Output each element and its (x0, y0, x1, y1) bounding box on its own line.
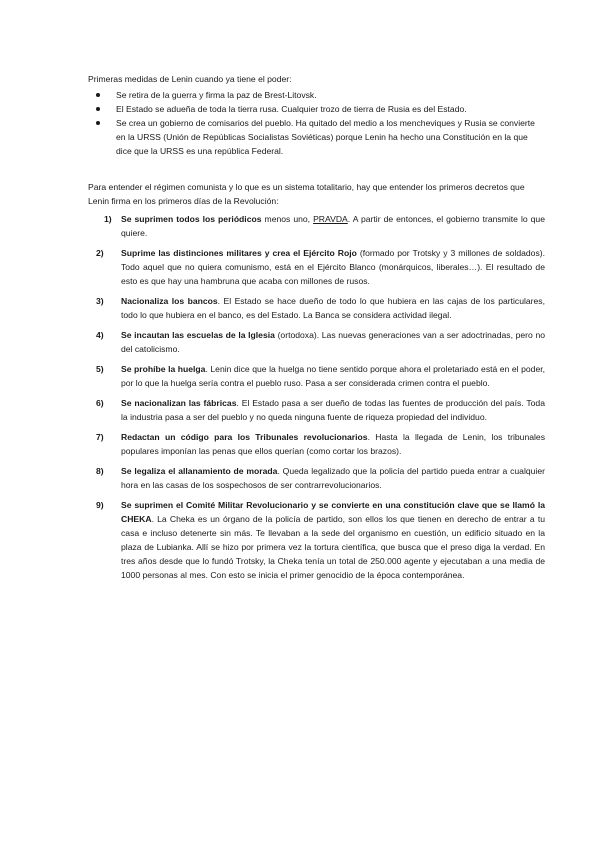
decree-item: 6) Se nacionalizan las fábricas. El Estado pasa a ser dueño de todas las fuentes de producción del país. Toda la industria pasa a ser del pueblo y no queda ninguna fuente de riqueza propiedad del individuo. (96, 398, 545, 422)
decree-item: 1) Se suprimen todos los periódicos menos uno, PRAVDA. A partir de entonces, el gobierno transmite lo que quiere. (104, 214, 545, 238)
bullet-dot-icon (96, 107, 100, 111)
decrees-list (88, 212, 545, 582)
first-measures-list (88, 88, 545, 158)
decree-item: 4) Se incautan las escuelas de la Iglesia (ortodoxa). Las nuevas generaciones van a ser adoctrinadas, pero no del catolicismo. (96, 330, 545, 354)
decree-item: 7) Redactan un código para los Tribunales revolucionarios. Hasta la llegada de Lenin, los tribunales populares imponían las penas que ellos querían (como cortar los brazos). (96, 432, 545, 456)
bullet-item: Se crea un gobierno de comisarios del pueblo. Ha quitado del medio a los mencheviques y Rusia se convierte en la URSS (Unión de Repúblicas Socialistas Soviéticas) porque Lenin ha hecho una Constitución en la que dice que la URSS es una república Federal. (88, 116, 545, 158)
decree-item: 2) Suprime las distinciones militares y crea el Ejército Rojo (formado por Trotsky y 3 millones de soldados). Todo aquel que no quiera comunismo, está en el Ejército Blanco (monárquicos, liberales…). El resultado de esto es que hay una hambruna que acaba con millones de rusos. (96, 248, 545, 286)
bullet-item: El Estado se adueña de toda la tierra rusa. Cualquier trozo de tierra de Rusia es del Estado. (88, 102, 545, 116)
bullet-item: Se retira de la guerra y firma la paz de Brest-Litovsk. (88, 88, 545, 102)
bullet-dot-icon (96, 121, 100, 125)
decree-item: 5) Se prohíbe la huelga. Lenin dice que la huelga no tiene sentido porque ahora el proletariado está en el poder, por lo que la huelga sería contra el pueblo ruso. Pasa a ser considerada crimen contra el pueblo. (96, 364, 545, 388)
decree-item: 8) Se legaliza el allanamiento de morada. Queda legalizado que la policía del partido pueda entrar a cualquier hora en las casas de los sospechosos de ser contrarrevolucionarios. (96, 466, 545, 490)
bullet-dot-icon (96, 93, 100, 97)
intro-line: Primeras medidas de Lenin cuando ya tiene el poder: (88, 74, 292, 84)
decrees-intro-paragraph: Para entender el régimen comunista y lo que es un sistema totalitario, hay que entender los primeros decretos que Lenin firma en los primeros días de la Revolución: (88, 182, 525, 206)
decree-item: 3) Nacionaliza los bancos. El Estado se hace dueño de todo lo que hubiera en las cajas de los particulares, todo lo que hubiera en el banco, es del Estado. La Banca se considera actividad ilegal. (96, 296, 545, 320)
pravda-link: PRAVDA (313, 214, 348, 224)
decree-item: 9) Se suprimen el Comité Militar Revolucionario y se convierte en una constitución clave que se llamó la CHEKA. La Cheka es un órgano de la policía de partido, son ellos los que tienen en derecho de entrar a tu casa e incluso detenerte sin más. Te llevaban a la sede del organismo en cuestión, un edificio situado en la plaza de Lubianka. Allí se hizo por primera vez la tortura científica, que busca que el preso diga la verdad. En tres años desde que lo fundó Trotsky, la Cheka tenía un total de 250.000 agente y ejecutaban a una media de 1000 personas al mes. Con esto se inicia el primer genocidio de la época contemporánea. (96, 500, 545, 580)
